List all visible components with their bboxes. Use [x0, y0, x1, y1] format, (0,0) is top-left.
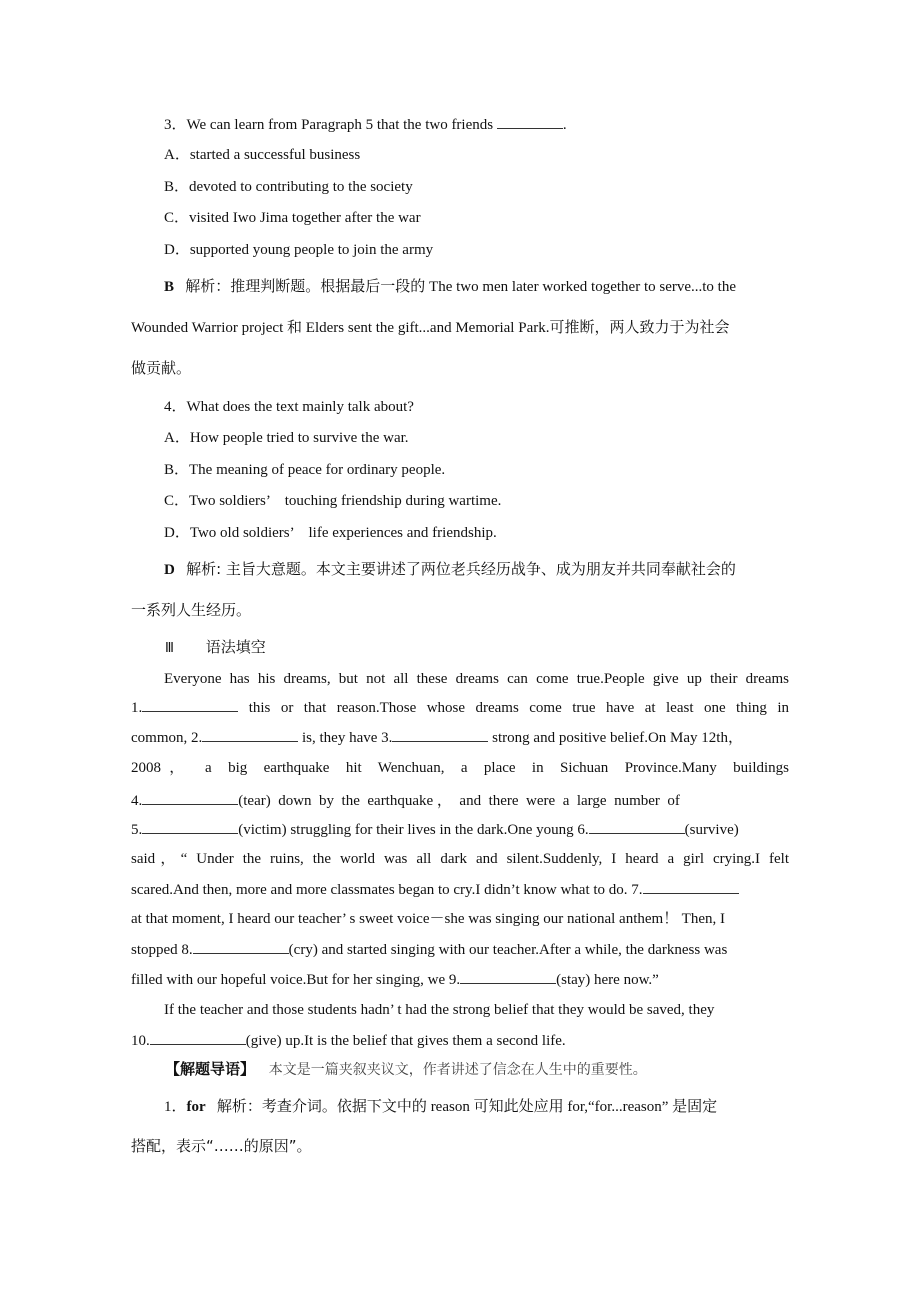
passage-text: stopped 8. [131, 942, 193, 958]
passage-text: is, they have 3. [302, 730, 393, 746]
passage-line: If the teacher and those students hadn’ t had the strong belief that they would be saved, they [164, 1002, 715, 1018]
blank-number: 4. [131, 793, 143, 809]
q3-analysis-line2 [131, 317, 789, 338]
passage-text: (cry) and started singing with our teacher.After a while, the darkness was [288, 942, 728, 958]
guide-label: 【解题导语】 [165, 1060, 256, 1078]
q4-analysis-line1 [164, 559, 789, 580]
blank-number: 10. [131, 1033, 150, 1049]
q3-answer: B [164, 279, 175, 295]
analysis-text: 可知此处应用 [473, 1097, 564, 1115]
passage-line [131, 697, 789, 718]
analysis-text: 是固定 [672, 1097, 718, 1115]
passage-text: (give) up.It is the belief that gives them a second life. [245, 1033, 566, 1049]
answer-blank-10 [150, 1030, 246, 1045]
answer-blank-4 [142, 790, 238, 805]
passage-line [131, 819, 789, 840]
passage-line [131, 879, 789, 900]
q3-analysis-cn: 解析：推理判断题。根据最后一段的 [185, 277, 426, 295]
section-numeral: Ⅲ [165, 641, 174, 656]
q4-option-c: C．Two soldiers’ touching friendship during wartime. [164, 493, 502, 509]
answer-blank-7 [643, 879, 739, 894]
question-stem-text: 3．We can learn from Paragraph 5 that the two friends [164, 117, 494, 133]
q3-option-c: C．visited Iwo Jima together after the war [164, 210, 421, 226]
q4-option-d: D．Two old soldiers’ life experiences and friendship. [164, 525, 497, 541]
q3-option-d: D．supported young people to join the army [164, 242, 434, 258]
answer-blank-3 [392, 727, 488, 742]
answer-blank-9 [460, 969, 556, 984]
blank-number: 5. [131, 822, 143, 838]
passage-text: (survive) [684, 822, 739, 838]
section-title: 语法填空 [205, 638, 266, 656]
answer-blank-5 [142, 819, 238, 834]
answer-blank [497, 114, 563, 129]
passage-line [131, 1030, 789, 1051]
q3-analysis-line3: 做贡献。 [131, 359, 192, 377]
passage-line: at that moment, I heard our teacher’ s sweet voice－she was singing our national anthem！ Then, I [131, 911, 725, 927]
analysis-text: reason [430, 1099, 470, 1115]
q4-analysis-cn: 解析: 主旨大意题。本文主要讲述了两位老兵经历战争、成为朋友并共同奉献社会的 [186, 560, 736, 578]
question-4-stem: 4．What does the text mainly talk about? [164, 399, 414, 415]
analysis-text: for, [567, 1099, 588, 1115]
analysis-text: 可推断，两人致力于为社会 [549, 318, 730, 336]
passage-line [131, 939, 789, 960]
passage-text: strong and positive belief.On May 12th， [492, 730, 743, 746]
answer-blank-1 [142, 697, 238, 712]
passage-text: this or that reason.Those whose dreams come true have at least one thing in [248, 700, 790, 716]
answer-blank-2 [202, 727, 298, 742]
passage-line: 2008 ， a big earthquake hit Wenchuan, a place in Sichuan Province.Many buildings [131, 760, 789, 776]
q3-analysis-en: The two men later worked together to serve...to the [429, 279, 737, 295]
blank-number: 1. [131, 700, 143, 716]
passage-text: (stay) here now.” [556, 972, 659, 988]
passage-text: (victim) struggling for their lives in the dark.One young 6. [238, 822, 589, 838]
q4-option-a: A．How people tried to survive the war. [164, 430, 409, 446]
q3-option-b: B．devoted to contributing to the society [164, 179, 413, 195]
analysis-text: Elders sent the gift...and Memorial Park. [305, 320, 550, 336]
passage-text: scared.And then, more and more classmates began to cry.I didn’t know what to do. 7. [131, 882, 643, 898]
guide-text: 本文是一篇夹叙夹议文，作者讲述了信念在人生中的重要性。 [268, 1062, 647, 1078]
q4-analysis-line2: 一系列人生经历。 [131, 601, 252, 619]
question-3-stem [164, 114, 789, 135]
q4-answer: D [164, 562, 175, 578]
answer-blank-6 [589, 819, 685, 834]
passage-line [131, 790, 789, 811]
analysis-text: Wounded Warrior project [131, 320, 284, 336]
analysis-text: 和 [287, 318, 303, 336]
answer-word: for [186, 1099, 206, 1115]
analysis-text: 解析：考查介词。依据下文中的 [216, 1097, 427, 1115]
solution-guide [165, 1059, 823, 1080]
blank-number: common, 2. [131, 730, 203, 746]
passage-line: Everyone has his dreams, but not all these dreams can come true.People give up their dreams [164, 671, 789, 687]
answer-number: 1． [164, 1099, 187, 1115]
passage-line: said，“ Under the ruins, the world was all dark and silent.Suddenly, I heard a girl crying.I felt [131, 851, 789, 867]
passage-text: filled with our hopeful voice.But for her singing, we 9. [131, 972, 461, 988]
q3-option-a: A．started a successful business [164, 147, 361, 163]
q4-option-b: B．The meaning of peace for ordinary people. [164, 462, 446, 478]
answer-1-line1 [164, 1096, 822, 1117]
passage-text: (tear) down by the earthquake ， and there were a large number of [238, 793, 680, 809]
stem-period: . [562, 117, 567, 133]
passage-line [131, 969, 789, 990]
analysis-text: “for...reason” [588, 1099, 669, 1115]
passage-line [131, 727, 789, 748]
q3-analysis-line1 [164, 276, 789, 297]
answer-blank-8 [193, 939, 289, 954]
answer-1-line2: 搭配，表示“……的原因”。 [131, 1137, 312, 1155]
section-heading [165, 637, 823, 659]
